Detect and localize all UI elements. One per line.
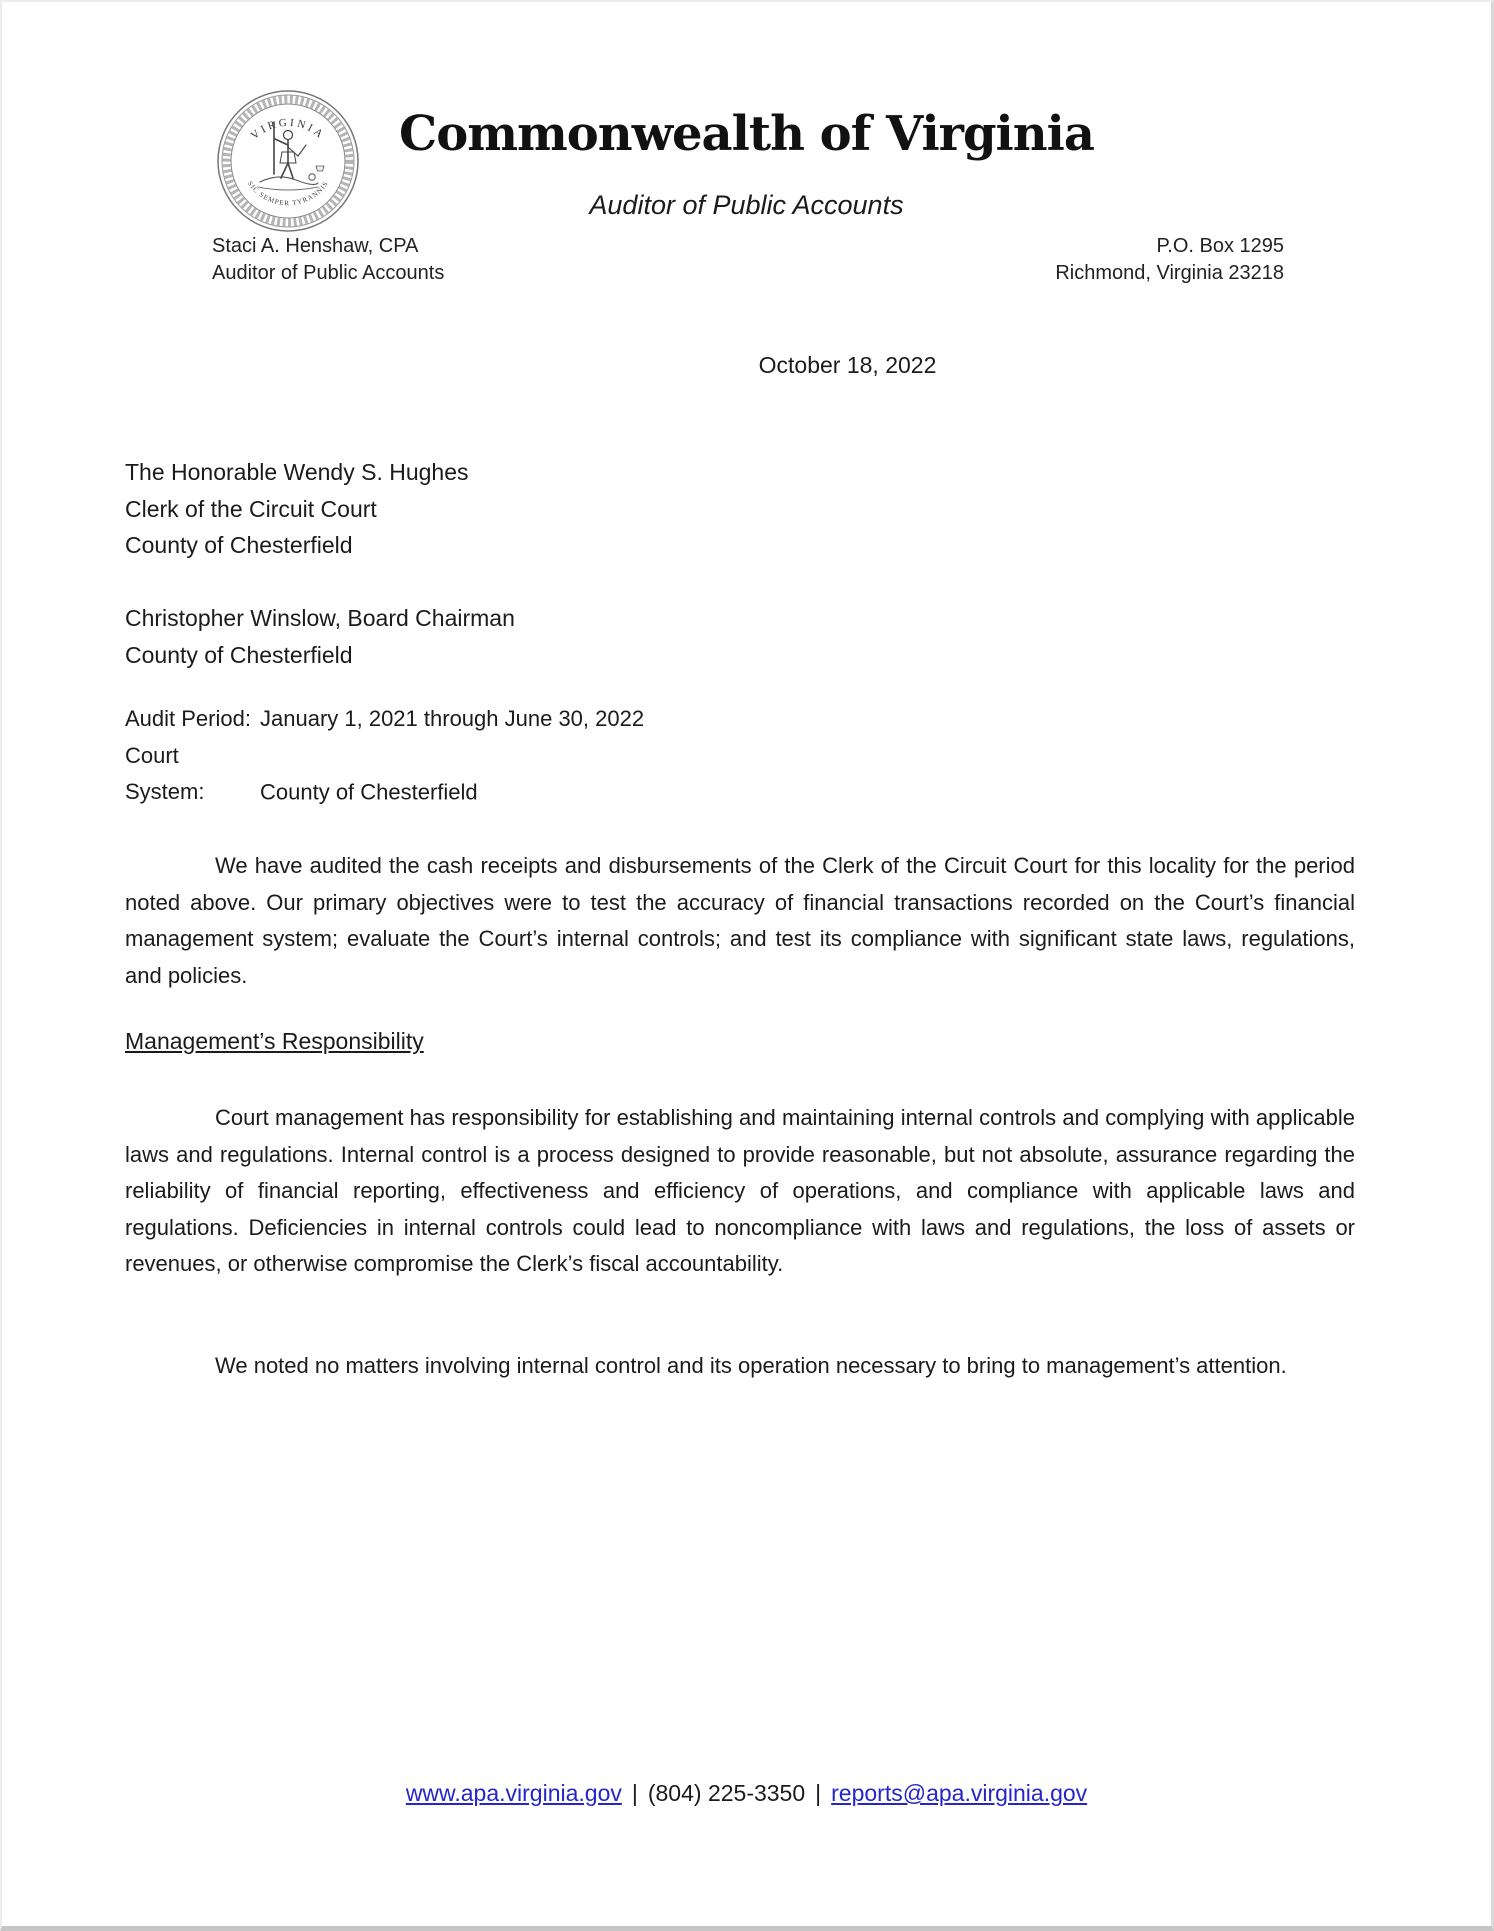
court-system-value: County of Chesterfield [260,779,478,804]
recipient2-locality: County of Chesterfield [125,641,353,668]
court-system-row [125,738,644,811]
recipient-title: Clerk of the Circuit Court [125,495,377,522]
footer-contact-line [2,1780,1491,1807]
seal-motto-text: SIC SEMPER TYRANNIS [245,179,331,208]
official-name: Staci A. Henshaw, CPA [212,235,419,257]
official-block [212,233,444,287]
footer-email-link[interactable]: reports@apa.virginia.gov [831,1780,1088,1806]
footer-phone: (804) 225-3350 [647,1780,806,1806]
paragraph-audit-scope: We have audited the cash receipts and disbursements of the Clerk of the Circuit Court for this locality for the period noted above. Our primary objectives were to test the accuracy of financial transactions recorded on the Court’s financial management system; evaluate the Court’s internal controls; and test its compliance with significant state laws, regulations, and policies. [125,853,1355,988]
letterhead-title: Commonwealth of Virginia [398,106,1094,162]
letterhead-subtitle: Auditor of Public Accounts [589,190,904,220]
footer-separator: | [631,1780,638,1806]
section-heading-managements-responsibility: Management’s Responsibility [125,1028,424,1054]
recipient2-name: Christopher Winslow, Board Chairman [125,605,515,631]
official-title: Auditor of Public Accounts [212,262,445,284]
audit-period-row [125,701,644,738]
audit-period-value: January 1, 2021 through June 30, 2022 [260,706,645,731]
address-city: Richmond, Virginia 23218 [1055,262,1284,284]
audit-period-label: Audit Period: [125,706,251,731]
paragraph-internal-controls: Court management has responsibility for establishing and maintaining internal controls and complying with applicable laws and regulations. Internal control is a process designed to provide reasonable, but not absolute, assurance regarding the reliability of financial reporting, effectiveness and efficiency of operations, and compliance with applicable laws and regulations. Deficiencies in internal controls could lead to noncompliance with laws and regulations, the loss of assets or revenues, or otherwise compromise the Clerk’s fiscal accountability. [125,1105,1355,1277]
seal-virginia-text: VIRGINIA [248,116,328,143]
court-system-label: Court System: [125,742,205,804]
recipient-block [125,454,515,673]
audit-reference-block [125,701,644,811]
address-po-box: P.O. Box 1295 [1156,235,1284,257]
letter-date: October 18, 2022 [758,352,937,378]
footer-separator: | [815,1780,822,1806]
recipient-locality: County of Chesterfield [125,532,353,558]
paragraph-no-matters: We noted no matters involving internal control and its operation necessary to bring to management’s attention. [215,1353,1287,1378]
address-block [1055,233,1284,287]
footer-website-link[interactable]: www.apa.virginia.gov [405,1780,622,1806]
recipient-name: The Honorable Wendy S. Hughes [125,459,469,485]
